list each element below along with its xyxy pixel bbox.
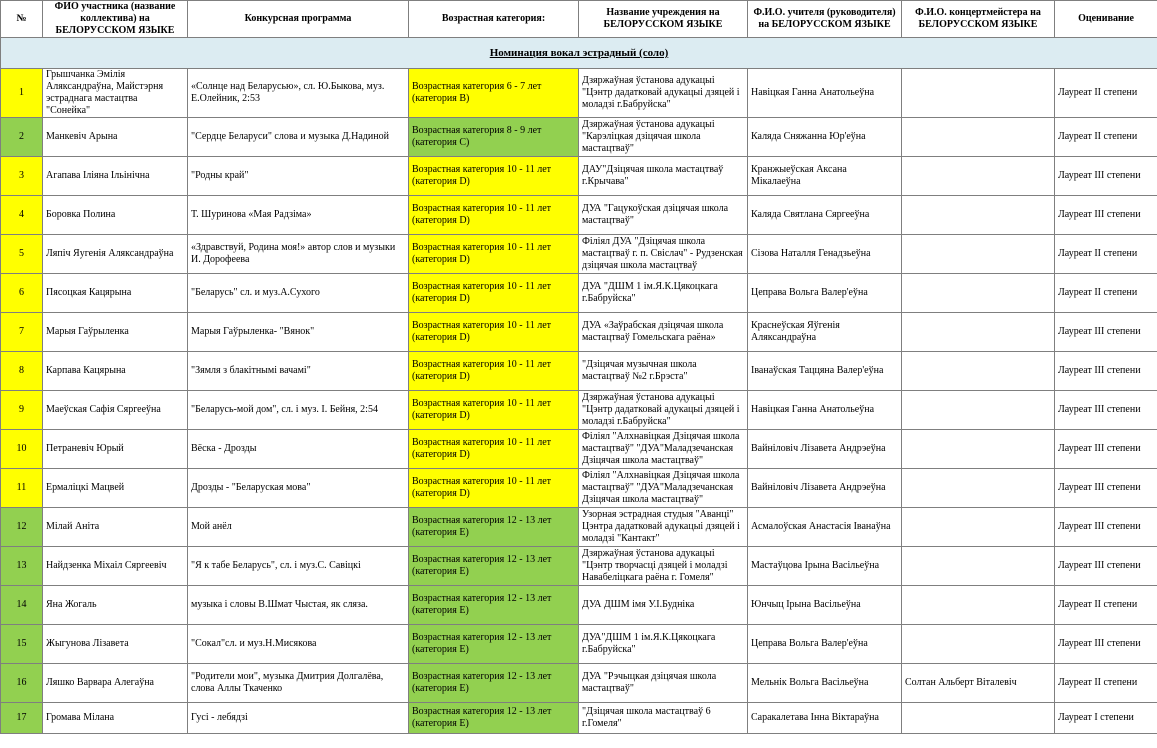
cell-institution[interactable]: Узорная эстрадная студыя "Аванці" Цэнтра дадатковай адукацыі дзяцей і моладзі "Кантакт" [579, 508, 748, 547]
cell-num[interactable]: 12 [1, 508, 43, 547]
cell-teacher[interactable]: Юнчыц Ірына Васільеўна [748, 586, 902, 625]
cell-result[interactable]: Лауреат III степени [1055, 469, 1157, 508]
cell-accompanist[interactable] [902, 703, 1055, 734]
cell-accompanist[interactable] [902, 508, 1055, 547]
cell-age-category[interactable]: Возрастная категория 10 - 11 лет (категория D) [409, 352, 579, 391]
cell-num[interactable]: 15 [1, 625, 43, 664]
cell-institution[interactable]: Філіял "Алхнавіцкая Дзіцячая школа мастацтваў" "ДУА"Маладзечанская Дзіцячая школа мастацтваў" [579, 469, 748, 508]
cell-result[interactable]: Лауреат III степени [1055, 313, 1157, 352]
cell-program[interactable]: "Я к табе Беларусь", сл. і муз.С. Савіцкі [188, 547, 409, 586]
header-row [1, 1, 1157, 38]
cell-num[interactable]: 6 [1, 274, 43, 313]
cell-institution[interactable]: Дзяржаўная ўстанова адукацыі "Цэнтр дадатковай адукацыі дзяцей і моладзі г.Бабруйска" [579, 69, 748, 118]
cell-num[interactable]: 10 [1, 430, 43, 469]
cell-participant[interactable]: Жыгунова Лізавета [43, 625, 188, 664]
cell-age-category[interactable]: Возрастная категория 10 - 11 лет (категория D) [409, 469, 579, 508]
cell-num[interactable]: 2 [1, 118, 43, 157]
cell-teacher[interactable]: Краснеўская Яўгенія Аляксандраўна [748, 313, 902, 352]
cell-teacher[interactable]: Цеправа Вольга Валер'еўна [748, 625, 902, 664]
cell-num[interactable]: 3 [1, 157, 43, 196]
table-row [1, 703, 1157, 734]
table-row [1, 69, 1157, 118]
cell-result[interactable]: Лауреат I степени [1055, 703, 1157, 734]
cell-num[interactable]: 9 [1, 391, 43, 430]
cell-result[interactable]: Лауреат II степени [1055, 274, 1157, 313]
cell-program[interactable]: Т. Шуринова «Мая Радзіма» [188, 196, 409, 235]
cell-age-category[interactable]: Возрастная категория 10 - 11 лет (категория D) [409, 196, 579, 235]
cell-accompanist[interactable] [902, 69, 1055, 118]
header-teacher[interactable]: Ф.И.О. учителя (руководителя) на БЕЛОРУССКОМ ЯЗЫКЕ [748, 1, 902, 38]
cell-num[interactable]: 1 [1, 69, 43, 118]
header-num[interactable]: № [1, 1, 43, 38]
cell-institution[interactable]: Філіял "Алхнавіцкая Дзіцячая школа мастацтваў" "ДУА"Маладзечанская Дзіцячая школа мастацтваў" [579, 430, 748, 469]
cell-num[interactable]: 11 [1, 469, 43, 508]
cell-accompanist[interactable] [902, 586, 1055, 625]
cell-age-category[interactable]: Возрастная категория 10 - 11 лет (категория D) [409, 430, 579, 469]
header-age-category[interactable]: Возрастная категория: [409, 1, 579, 38]
cell-age-category[interactable]: Возрастная категория 6 - 7 лет (категория В) [409, 69, 579, 118]
cell-accompanist[interactable]: Солтан Альберт Віталевіч [902, 664, 1055, 703]
cell-result[interactable]: Лауреат III степени [1055, 547, 1157, 586]
cell-accompanist[interactable] [902, 118, 1055, 157]
cell-participant[interactable]: Ляпіч Яугенія Аляксандраўна [43, 235, 188, 274]
cell-program[interactable]: «Солнце над Беларусью», сл. Ю.Быкова, муз. Е.Олейник, 2:53 [188, 69, 409, 118]
cell-teacher[interactable]: Асмалоўская Анастасія Іванаўна [748, 508, 902, 547]
cell-age-category[interactable]: Возрастная категория 10 - 11 лет (категория D) [409, 313, 579, 352]
cell-institution[interactable]: "Дзіцячая школа мастацтваў 6 г.Гомеля" [579, 703, 748, 734]
cell-result[interactable]: Лауреат II степени [1055, 69, 1157, 118]
table-row [1, 196, 1157, 235]
cell-participant[interactable]: Агапава Іліяна Ільінічна [43, 157, 188, 196]
cell-accompanist[interactable] [902, 313, 1055, 352]
cell-teacher[interactable]: Навіцкая Ганна Анатольеўна [748, 391, 902, 430]
cell-program[interactable]: "Зямля з блакітнымі вачамі" [188, 352, 409, 391]
cell-age-category[interactable]: Возрастная категория 12 - 13 лет (категория Е) [409, 508, 579, 547]
cell-teacher[interactable]: Іванаўская Таццяна Валер'еўна [748, 352, 902, 391]
cell-num[interactable]: 8 [1, 352, 43, 391]
cell-result[interactable]: Лауреат III степени [1055, 196, 1157, 235]
cell-teacher[interactable]: Каляда Сняжанна Юр'еўна [748, 118, 902, 157]
table-row [1, 625, 1157, 664]
cell-accompanist[interactable] [902, 352, 1055, 391]
cell-num[interactable]: 14 [1, 586, 43, 625]
cell-participant[interactable]: Ермаліцкі Мацвей [43, 469, 188, 508]
cell-result[interactable]: Лауреат III степени [1055, 157, 1157, 196]
cell-program[interactable]: "Беларусь" сл. и муз.А.Сухого [188, 274, 409, 313]
header-program[interactable]: Конкурсная программа [188, 1, 409, 38]
cell-result[interactable]: Лауреат III степени [1055, 352, 1157, 391]
header-result[interactable]: Оценивание [1055, 1, 1157, 38]
cell-num[interactable]: 5 [1, 235, 43, 274]
table-row [1, 664, 1157, 703]
cell-institution[interactable]: ДУА «Заўрабская дзіцячая школа мастацтваў Гомельскага раёна» [579, 313, 748, 352]
cell-num[interactable]: 13 [1, 547, 43, 586]
cell-institution[interactable]: ДУА "Гацукоўская дзіцячая школа мастацтваў" [579, 196, 748, 235]
cell-program[interactable]: Вёска - Дрозды [188, 430, 409, 469]
cell-participant[interactable]: Яна Жогаль [43, 586, 188, 625]
cell-participant[interactable]: Грышчанка Эмілія Аляксандраўна, Майстэрня эстраднага мастацтва "Сонейка" [43, 69, 188, 118]
cell-result[interactable]: Лауреат II степени [1055, 586, 1157, 625]
cell-teacher[interactable]: Вайніловіч Лізавета Андрэеўна [748, 430, 902, 469]
cell-program[interactable]: Мой анёл [188, 508, 409, 547]
cell-teacher[interactable]: Навіцкая Ганна Анатольеўна [748, 69, 902, 118]
header-participant[interactable]: ФИО участника (название коллектива) на БЕЛОРУССКОМ ЯЗЫКЕ [43, 1, 188, 38]
cell-teacher[interactable]: Саракалетава Інна Віктараўна [748, 703, 902, 734]
cell-num[interactable]: 4 [1, 196, 43, 235]
cell-program[interactable]: Марыя Гаўрыленка- "Вянок" [188, 313, 409, 352]
cell-teacher[interactable]: Цеправа Вольга Валер'еўна [748, 274, 902, 313]
table-row [1, 469, 1157, 508]
cell-teacher[interactable]: Мельнік Вольга Васільеўна [748, 664, 902, 703]
table-row [1, 118, 1157, 157]
cell-result[interactable]: Лауреат II степени [1055, 235, 1157, 274]
cell-participant[interactable]: Манкевіч Арына [43, 118, 188, 157]
cell-age-category[interactable]: Возрастная категория 10 - 11 лет (категория D) [409, 274, 579, 313]
cell-institution[interactable]: Філіял ДУА "Дзіцячая школа мастацтваў г. п. Свіслач" - Рудзенская дзіцячая школа мастацтваў [579, 235, 748, 274]
cell-teacher[interactable]: Вайніловіч Лізавета Андрэеўна [748, 469, 902, 508]
table-row [1, 352, 1157, 391]
table-row [1, 508, 1157, 547]
cell-accompanist[interactable] [902, 547, 1055, 586]
cell-accompanist[interactable] [902, 391, 1055, 430]
cell-age-category[interactable]: Возрастная категория 8 - 9 лет (категория С) [409, 118, 579, 157]
cell-participant[interactable]: Марыя Гаўрыленка [43, 313, 188, 352]
table-row [1, 157, 1157, 196]
cell-institution[interactable]: ДУА "ДШМ 1 ім.Я.К.Цякоцкага г.Бабруйска" [579, 274, 748, 313]
cell-institution[interactable]: Дзяржаўная ўстанова адукацыі "Цэнтр творчасці дзяцей і моладзі Навабеліцкага раёна г. Гомеля" [579, 547, 748, 586]
cell-result[interactable]: Лауреат III степени [1055, 625, 1157, 664]
cell-accompanist[interactable] [902, 469, 1055, 508]
cell-participant[interactable]: Найдзенка Міхаіл Сяргеевіч [43, 547, 188, 586]
cell-teacher[interactable]: Сізова Наталля Генадзьеўна [748, 235, 902, 274]
cell-participant[interactable]: Маеўская Сафія Сяргееўна [43, 391, 188, 430]
cell-result[interactable]: Лауреат III степени [1055, 391, 1157, 430]
table-row [1, 235, 1157, 274]
cell-result[interactable]: Лауреат II степени [1055, 118, 1157, 157]
cell-program[interactable]: "Беларусь-мой дом", сл. і муз. І. Бейня, 2:54 [188, 391, 409, 430]
cell-accompanist[interactable] [902, 235, 1055, 274]
cell-teacher[interactable]: Кранжыеўская Аксана Мікалаеўна [748, 157, 902, 196]
cell-age-category[interactable]: Возрастная категория 10 - 11 лет (категория D) [409, 235, 579, 274]
cell-participant[interactable]: Карпава Кацярына [43, 352, 188, 391]
cell-accompanist[interactable] [902, 196, 1055, 235]
cell-institution[interactable]: ДУА ДШМ імя У.І.Будніка [579, 586, 748, 625]
cell-program[interactable]: "Родители мои", музыка Дмитрия Долгалёва, слова Аллы Ткаченко [188, 664, 409, 703]
cell-program[interactable]: Гусі - лебядзі [188, 703, 409, 734]
cell-participant[interactable]: Громава Мілана [43, 703, 188, 734]
cell-participant[interactable]: Боровка Полина [43, 196, 188, 235]
cell-teacher[interactable]: Каляда Святлана Сяргееўна [748, 196, 902, 235]
table-row [1, 547, 1157, 586]
cell-age-category[interactable]: Возрастная категория 12 - 13 лет (категория Е) [409, 547, 579, 586]
cell-result[interactable]: Лауреат II степени [1055, 664, 1157, 703]
cell-institution[interactable]: "Дзіцячая музычная школа мастацтваў №2 г.Брэста" [579, 352, 748, 391]
cell-institution[interactable]: ДАУ"Дзіцячая школа мастацтваў г.Крычава" [579, 157, 748, 196]
header-accompanist[interactable]: Ф.И.О. концертмейстера на БЕЛОРУССКОМ ЯЗЫКЕ [902, 1, 1055, 38]
cell-institution[interactable]: Дзяржаўная ўстанова адукацыі "Карэліцкая дзіцячая школа мастацтваў" [579, 118, 748, 157]
cell-participant[interactable]: Петраневіч Юрый [43, 430, 188, 469]
cell-age-category[interactable]: Возрастная категория 12 - 13 лет (категория Е) [409, 703, 579, 734]
cell-institution[interactable]: Дзяржаўная ўстанова адукацыі "Цэнтр дадатковай адукацыі дзяцей і моладзі г.Бабруйска" [579, 391, 748, 430]
cell-age-category[interactable]: Возрастная категория 12 - 13 лет (категория Е) [409, 586, 579, 625]
cell-institution[interactable]: ДУА "Рэчыцкая дзіцячая школа мастацтваў" [579, 664, 748, 703]
cell-program[interactable]: «Здравствуй, Родина моя!» автор слов и музыки И. Дорофеева [188, 235, 409, 274]
cell-institution[interactable]: ДУА"ДШМ 1 ім.Я.К.Цякоцкага г.Бабруйска" [579, 625, 748, 664]
cell-program[interactable]: Дрозды - "Беларуская мова" [188, 469, 409, 508]
cell-accompanist[interactable] [902, 157, 1055, 196]
cell-age-category[interactable]: Возрастная категория 12 - 13 лет (категория Е) [409, 625, 579, 664]
cell-program[interactable]: "Сокал"сл. и муз.Н.Мисякова [188, 625, 409, 664]
cell-result[interactable]: Лауреат III степени [1055, 430, 1157, 469]
cell-participant[interactable]: Пясоцкая Кацярына [43, 274, 188, 313]
header-institution[interactable]: Название учреждения на БЕЛОРУССКОМ ЯЗЫКЕ [579, 1, 748, 38]
cell-age-category[interactable]: Возрастная категория 10 - 11 лет (категория D) [409, 391, 579, 430]
cell-participant[interactable]: Ляшко Варвара Алегаўна [43, 664, 188, 703]
cell-accompanist[interactable] [902, 274, 1055, 313]
table-row [1, 313, 1157, 352]
nomination-row [1, 38, 1157, 69]
cell-age-category[interactable]: Возрастная категория 12 - 13 лет (категория Е) [409, 664, 579, 703]
table-row [1, 391, 1157, 430]
cell-program[interactable]: "Сердце Беларуси" слова и музыка Д.Надиной [188, 118, 409, 157]
cell-program[interactable]: "Родны край" [188, 157, 409, 196]
cell-accompanist[interactable] [902, 625, 1055, 664]
cell-num[interactable]: 17 [1, 703, 43, 734]
table-row [1, 586, 1157, 625]
cell-result[interactable]: Лауреат III степени [1055, 508, 1157, 547]
cell-program[interactable]: музыка і словы В.Шмат Чыстая, як сляза. [188, 586, 409, 625]
cell-age-category[interactable]: Возрастная категория 10 - 11 лет (категория D) [409, 157, 579, 196]
cell-num[interactable]: 7 [1, 313, 43, 352]
cell-accompanist[interactable] [902, 430, 1055, 469]
cell-participant[interactable]: Мілай Аніта [43, 508, 188, 547]
cell-teacher[interactable]: Мастаўцова Ірына Васільеўна [748, 547, 902, 586]
nomination-title[interactable]: Номинация вокал эстрадный (соло) [1, 38, 1157, 69]
cell-num[interactable]: 16 [1, 664, 43, 703]
table-row [1, 274, 1157, 313]
table-row [1, 430, 1157, 469]
